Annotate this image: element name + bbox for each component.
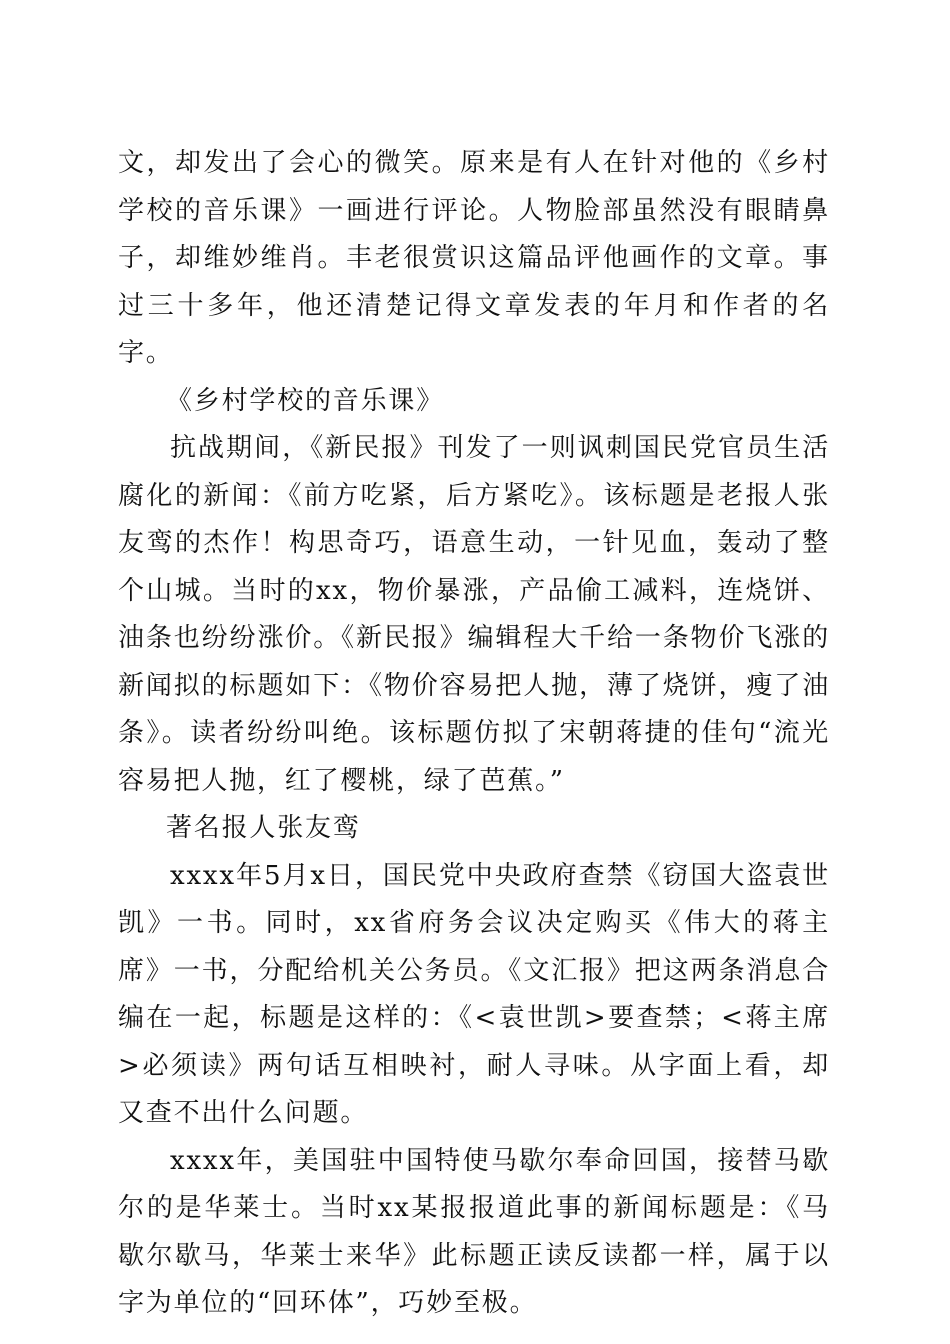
- caption-rural-school-music-class: 《乡村学校的音乐课》: [166, 385, 445, 416]
- caption-zhang-youluan: 著名报人张友鸾: [166, 813, 361, 843]
- document-body: [118, 140, 830, 1328]
- paragraph-xinmin-bao: 抗战期间，《新民报》刊发了一则讽刺国民党官员生活腐化的新闻：《前方吃紧，后方紧吃》。该标题是老报人张友鸾的杰作！构思奇巧，语意生动，一针见血，轰动了整个山城。当时的xx，物价暴涨，产品偷工减料，连烧饼、油条也纷纷涨价。《新民报》编辑程大千给一条物价飞涨的新闻拟的标题如下：《物价容易把人抛，薄了烧饼，瘦了油条》。读者纷纷叫绝。该标题仿拟了宋朝蒋捷的佳句“流光容易把人抛，红了樱桃，绿了芭蕉。”: [118, 433, 830, 796]
- paragraph-continuation: 文，却发出了会心的微笑。原来是有人在针对他的《乡村学校的音乐课》一画进行评论。人物脸部虽然没有眼睛鼻子，却维妙维肖。丰老很赏识这篇品评他画作的文章。事过三十多年，他还清楚记得文章发表的年月和作者的名字。: [118, 148, 830, 368]
- paragraph-marshall: xxxx年，美国驻中国特使马歇尔奉命回国，接替马歇尔的是华莱士。当时xx某报报道此事的新闻标题是：《马歇尔歇马，华莱士来华》此标题正读反读都一样，属于以字为单位的“回环体”，巧妙至极。: [118, 1145, 830, 1318]
- paragraph-wenhui-bao: xxxx年5月x日，国民党中央政府查禁《窃国大盗袁世凯》一书。同时，xx省府务会议决定购买《伟大的蒋主席》一书，分配给机关公务员。《文汇报》把这两条消息合编在一起，标题是这样的：《<袁世凯>要查禁；<蒋主席>必须读》两句话互相映衬，耐人寻味。从字面上看，却又查不出什么问题。: [118, 860, 830, 1128]
